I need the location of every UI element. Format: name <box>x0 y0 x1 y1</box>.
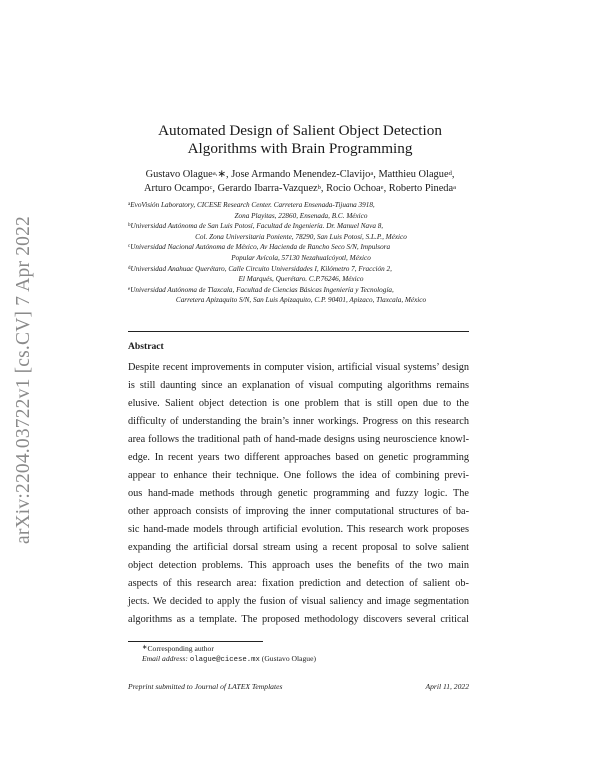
arxiv-identifier-stamp <box>10 200 38 560</box>
author-affil-mark: c <box>209 184 213 191</box>
author-name: Rocio Ochoa <box>326 183 381 194</box>
author-affil-mark: a, <box>212 170 218 177</box>
affiliation-mark: e <box>128 286 131 292</box>
author-line-2: Arturo Ocampo$^c$, Gerardo Ibarra-Vazquez$^b$, Rocio Ochoa$^e$, Roberto Pineda$^a$ <box>143 183 457 194</box>
author-affil-mark: a <box>453 184 457 191</box>
footnote-rule <box>128 641 263 642</box>
abstract-line: appear to enhance their technique. One follows the idea of combining previ- <box>128 470 469 481</box>
abstract-line: jects. We decided to apply the fusion of visual saliency and image segmentation <box>128 596 469 607</box>
affiliation-line-1: Universidad Autónoma de San Luis Potosí, Facultad de Ingeniería. Dr. Manuel Nava 8, <box>130 222 384 231</box>
affiliation-item <box>128 264 474 285</box>
affiliation-line-1: EvoVisión Laboratory, CICESE Research Center. Carretera Ensenada-Tijuana 3918, <box>130 201 375 209</box>
affiliation-mark: b <box>128 223 131 229</box>
footer-date: April 11, 2022 <box>425 682 469 691</box>
affiliations-block <box>128 200 474 306</box>
abstract-top-rule <box>128 331 469 332</box>
affiliation-mark: a <box>128 202 131 207</box>
author-affil-mark: d <box>448 170 452 177</box>
abstract-line: elusive. Salient object detection is one problem that is still open due to the <box>128 398 469 409</box>
footnote-mark: ∗ <box>142 644 148 651</box>
paper-title-line-1: Automated Design of Salient Object Detection <box>158 122 442 139</box>
affiliation-mark: c <box>128 244 131 250</box>
affiliation-line-2: Col. Zona Universitaria Poniente, 78290, San Luis Potosí, S.L.P., México <box>195 232 407 241</box>
footnote-email-line <box>142 653 316 666</box>
affiliation-line-2: Zona Playitas, 22860, Ensenada, B.C. México <box>234 211 368 220</box>
author-name: Arturo Ocampo <box>143 183 210 194</box>
affiliation-line-1: Universidad Anahuac Querétaro, Calle Circuito Universidades I, Kilómetro 7, Fracción 2, <box>130 264 392 273</box>
affiliation-item <box>128 285 474 306</box>
affiliation-line-1: Universidad Nacional Autónoma de México, Av Hacienda de Rancho Seco S/N, Impulsora <box>130 243 391 252</box>
abstract-line: ous hand-made methods through genetic programming and fuzzy logic. The <box>128 488 469 499</box>
abstract-line: aspects of this research area: fixation prediction and detection of salient ob- <box>128 578 469 589</box>
abstract-line: edge. In recent years two different approaches based on genetic programming <box>128 452 469 463</box>
abstract-line: other approach consists of improving the inner computational structures of ba- <box>128 506 469 517</box>
author-name: Gerardo Ibarra-Vazquez <box>217 183 318 194</box>
abstract-line: sic hand-made models through artificial evolution. This research work proposes <box>128 524 469 535</box>
abstract-heading: Abstract <box>128 341 164 352</box>
abstract-line: area follows the traditional path of hand-made designs using neuroscience knowl- <box>128 434 469 445</box>
affiliation-item <box>128 221 474 242</box>
abstract-body <box>128 359 469 629</box>
author-name: Gustavo Olague <box>145 169 213 180</box>
footnote-email-note: (Gustavo Olague) <box>261 654 316 663</box>
affiliation-item <box>128 200 474 221</box>
footnote-email-label: Email address: <box>142 654 188 663</box>
author-name: Jose Armando Menendez-Clavijo <box>231 169 371 180</box>
footer-preprint-note: Preprint submitted to Journal of LATEX Templates <box>128 682 283 691</box>
affiliation-line-1: Universidad Autónoma de Tlaxcala, Facultad de Ciencias Básicas Ingeniería y Tecnología, <box>130 285 394 294</box>
affiliation-mark: d <box>128 265 131 271</box>
author-line-1: Gustavo Olague$^{a,}$∗, Jose Armando Menendez-Clavijo$^a$, Matthieu Olague$^d$, <box>145 169 455 180</box>
affiliation-line-2: Popular Avícola, 57130 Nezahualcóyotl, México <box>231 253 371 262</box>
arxiv-identifier-text: arXiv:2204.03722v1 [cs.CV] 7 Apr 2022 <box>13 215 34 545</box>
footnote-corresponding-text: Corresponding author <box>147 644 214 653</box>
affiliation-line-2: El Marqués, Querétaro. C.P.76246, México <box>238 275 364 284</box>
footnote-email-link[interactable]: olague@cicese.mx <box>189 656 260 664</box>
affiliation-item <box>128 242 474 263</box>
author-name: Roberto Pineda <box>388 183 454 194</box>
abstract-line: algorithms as a template. The proposed methodology discovers several critical <box>128 614 469 625</box>
author-affil-mark: a <box>370 170 374 177</box>
abstract-line: object detection problems. This approach uses the benefits of the two main <box>128 560 469 571</box>
author-name: Matthieu Olague <box>378 169 449 180</box>
affiliation-line-2: Carretera Apizaquito S/N, San Luis Apizaquito, C.P. 90401, Apizaco, Tlaxcala, México <box>175 296 427 305</box>
abstract-line: expanding the artificial dorsal stream using a recent proposal to solve salient <box>128 542 469 553</box>
paper-title-line-2: Algorithms with Brain Programming <box>187 140 413 157</box>
abstract-line: Despite recent improvements in computer vision, artificial visual systems’ design <box>128 362 469 373</box>
author-affil-mark: b <box>317 184 321 191</box>
abstract-line: is still daunting since an explanation of visual computing algorithms remains <box>128 380 469 391</box>
author-affil-mark: e <box>380 184 384 191</box>
abstract-line: difficulty of understanding the brain’s inner workings. Progress on this research <box>128 416 469 427</box>
